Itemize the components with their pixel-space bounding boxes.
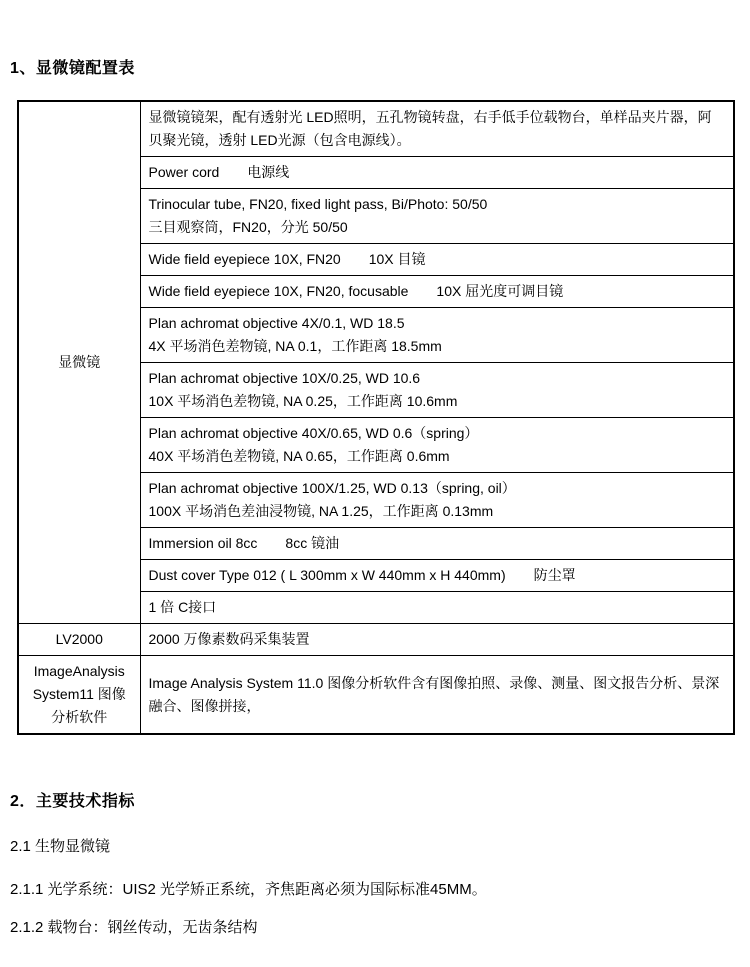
- section1-heading: 1、显微镜配置表: [10, 60, 135, 77]
- component-text-zh: 10X 平场消色差物镜, NA 0.25，工作距离 10.6mm: [148, 393, 458, 409]
- component-text-zh: 三目观察筒，FN20，分光 50/50: [148, 219, 348, 235]
- component-cell: [140, 101, 734, 157]
- component-cell: [140, 276, 734, 308]
- component-text-en: Trinocular tube, FN20, fixed light pass, Bi/Photo: 50/50: [148, 196, 488, 212]
- component-cell: [140, 418, 734, 473]
- component-text-zh: 100X 平场消色差油浸物镜, NA 1.25，工作距离 0.13mm: [148, 503, 494, 519]
- component-cell: [140, 308, 734, 363]
- component-cell: [140, 363, 734, 418]
- component-text: Wide field eyepiece 10X, FN20 10X 目镜: [148, 251, 426, 267]
- item-name-cell-lv2000: LV2000: [18, 624, 140, 656]
- table-row: [18, 101, 734, 157]
- component-cell: [140, 244, 734, 276]
- component-cell: [140, 592, 734, 624]
- section2-1-1-paragraph: 2.1.1 光学系统：UIS2 光学矫正系统，齐焦距离必须为国际标准45MM。: [10, 881, 487, 898]
- component-text-en: Plan achromat objective 4X/0.1, WD 18.5: [148, 315, 405, 331]
- component-cell: [140, 189, 734, 244]
- component-text: 显微镜镜架，配有透射光 LED照明，五孔物镜转盘，右手低手位载物台，单样品夹片器，阿贝聚光镜，透射 LED光源（包含电源线）。: [148, 109, 712, 148]
- component-cell: [140, 473, 734, 528]
- table-row: [18, 624, 734, 656]
- component-text: 2000 万像素数码采集装置: [148, 631, 310, 647]
- table-row: [18, 656, 734, 735]
- component-cell: [140, 528, 734, 560]
- item-name-cell-microscope: 显微镜: [18, 101, 140, 624]
- component-text-zh: 40X 平场消色差物镜, NA 0.65，工作距离 0.6mm: [148, 448, 450, 464]
- section2-1-2-paragraph: 2.1.2 载物台：钢丝传动，无齿条结构: [10, 919, 258, 936]
- component-text: Image Analysis System 11.0 图像分析软件含有图像拍照、录像、测量、图文报告分析、景深融合、图像拼接，: [148, 674, 720, 714]
- section2-1-heading: 2.1 生物显微镜: [10, 838, 111, 855]
- section2-heading: 2．主要技术指标: [10, 793, 135, 810]
- component-text-en: Plan achromat objective 100X/1.25, WD 0.13（spring, oil）: [148, 480, 516, 496]
- component-text: Dust cover Type 012 ( L 300mm x W 440mm x H 440mm) 防尘罩: [148, 567, 576, 583]
- component-text-en: Plan achromat objective 10X/0.25, WD 10.6: [148, 370, 421, 386]
- document-page: [0, 58, 750, 967]
- component-text: Wide field eyepiece 10X, FN20, focusable 10X 屈光度可调目镜: [148, 283, 564, 299]
- item-name-cell-image-analysis: ImageAnalysis System11 图像分析软件: [18, 656, 140, 735]
- component-cell: [140, 656, 734, 735]
- component-text: Immersion oil 8cc 8cc 镜油: [148, 535, 340, 551]
- component-text-zh: 4X 平场消色差物镜, NA 0.1，工作距离 18.5mm: [148, 338, 442, 354]
- microscope-config-table: [17, 100, 735, 735]
- component-text-en: Plan achromat objective 40X/0.65, WD 0.6（spring）: [148, 425, 479, 441]
- component-cell: [140, 157, 734, 189]
- component-cell: [140, 560, 734, 592]
- component-cell: [140, 624, 734, 656]
- component-text: Power cord 电源线: [148, 164, 290, 180]
- component-text: 1 倍 C接口: [148, 599, 217, 615]
